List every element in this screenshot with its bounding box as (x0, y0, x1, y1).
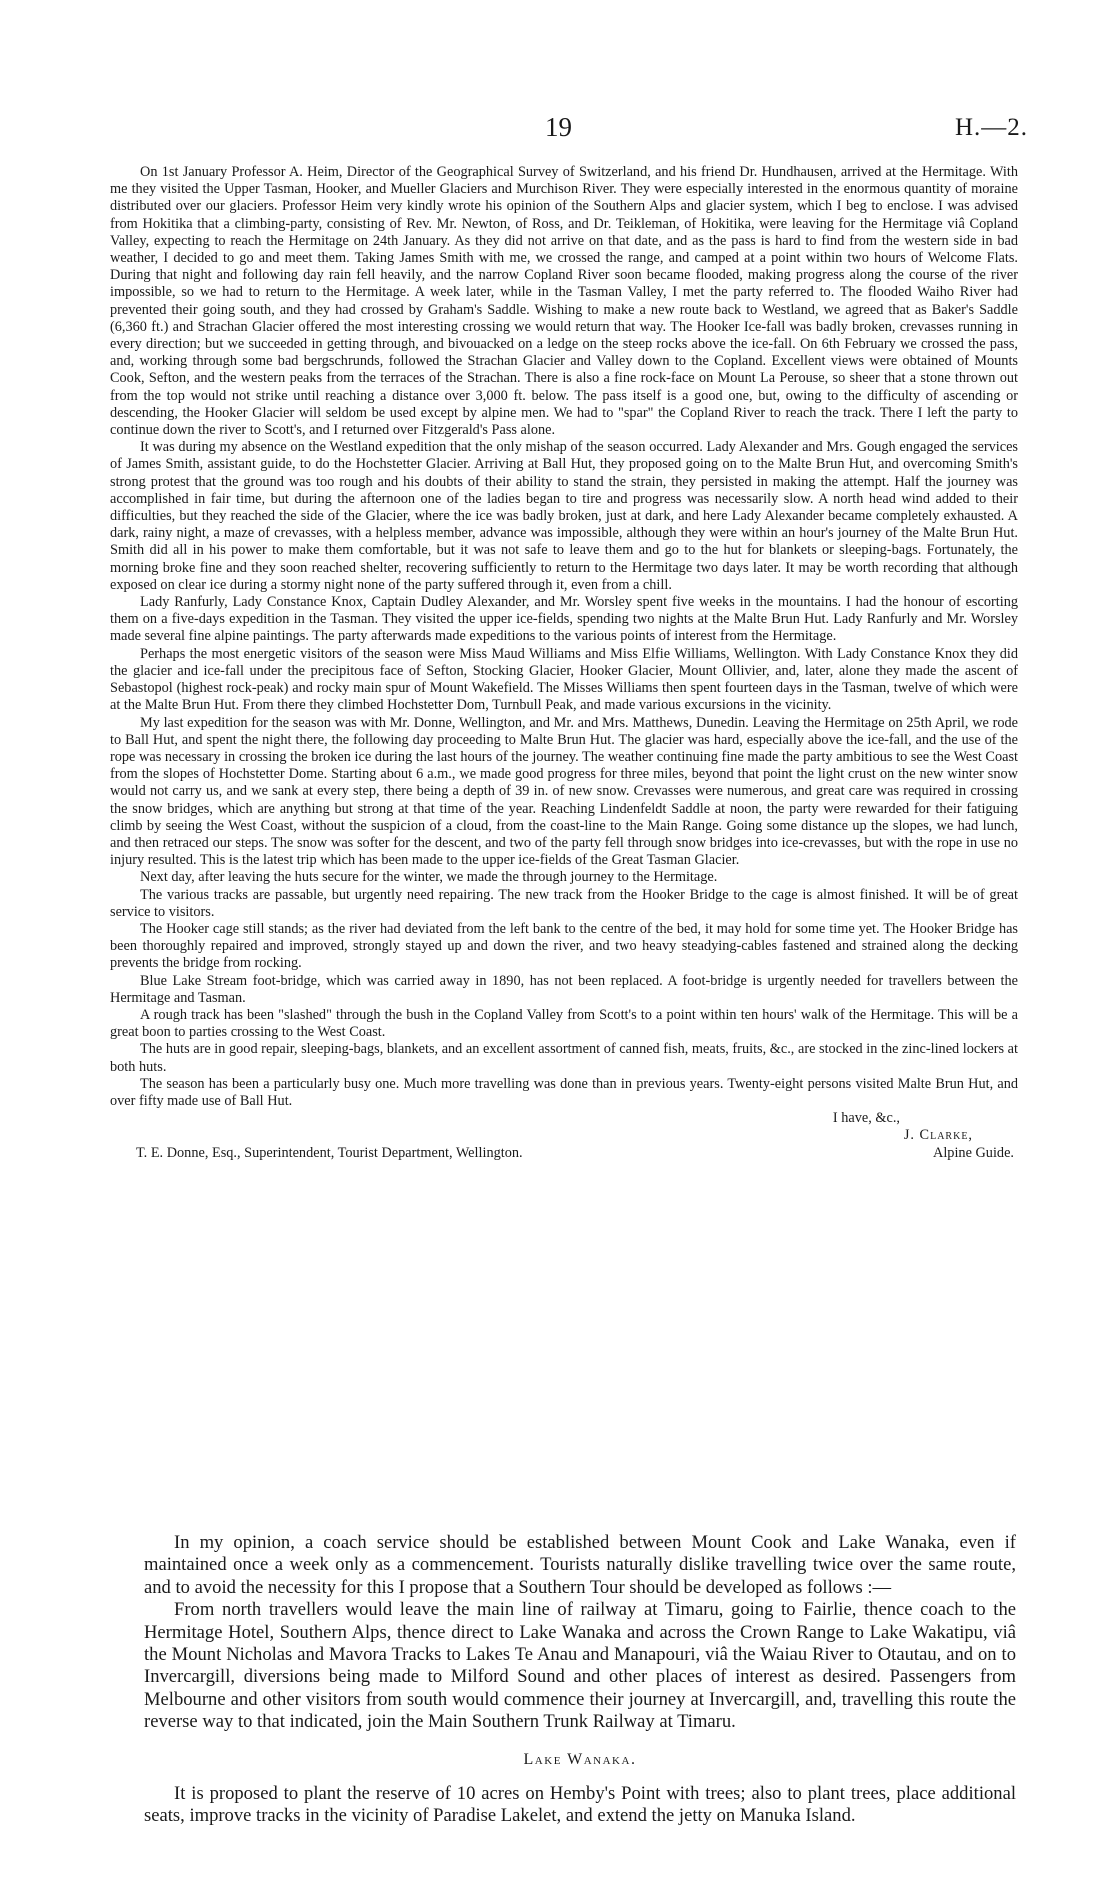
letter-paragraph: The various tracks are passable, but urgently need repairing. The new track from the Hooker Bridge to the cage is almost finished. It will be of great service to visitors. (110, 886, 1018, 920)
letter-paragraph: The Hooker cage still stands; as the river had deviated from the left bank to the centre of the bed, it may hold for some time yet. The Hooker Bridge has been thoroughly repaired and improved, strongly stayed up and down the river, and two heavy steadying-cables fastened and strained along the decking prevents the bridge from rocking. (110, 920, 1018, 972)
signature-name: J. Clarke, (903, 1127, 973, 1144)
letter-paragraph: Lady Ranfurly, Lady Constance Knox, Captain Dudley Alexander, and Mr. Worsley spent five weeks in the mountains. I had the honour of escorting them on a five-days expedition in the Tasman. They visited the upper ice-fields, spending two nights at the Malte Brun Hut. Lady Ranfurly and Mr. Worsley made several fine alpine paintings. The party afterwards made expeditions to the various points of interest from the Hermitage. (110, 594, 1018, 645)
letter-paragraph: On 1st January Professor A. Heim, Director of the Geographical Survey of Switzerland, and his friend Dr. Hundhausen, arrived at the Hermitage. With me they visited the Upper Tasman, Hooker, and Mueller Glaciers and Murchison River. They were especially interested in the enormous quantity of moraine distributed over our glaciers. Professor Heim very kindly wrote his opinion of the Southern Alps and glacier system, which I beg to enclose. I was advised from Hokitika that a climbing-party, consisting of Rev. Mr. Newton, of Ross, and Dr. Teikleman, of Hokitika, were leaving for the Hermitage viâ Copland Valley, expecting to reach the Hermitage on 24th January. As they did not arrive on that date, and as the pass is hard to find from the western side in bad weather, I decided to go and meet them. Taking James Smith with me, we crossed the range, and camped at a point within two hours of Welcome Flats. During that night and following day rain fell heavily, and the narrow Copland River soon became flooded, making progress along the course of the river impossible, so we had to return to the Hermitage. A week later, while in the Tasman Valley, I met the party referred to. The flooded Waiho River had prevented their going south, and they had crossed by Graham's Saddle. Wishing to make a new route back to Westland, we agreed that as Baker's Saddle (6,360 ft.) and Strachan Glacier offered the most interesting crossing we would return that way. The Hooker Ice-fall was badly broken, crevasses running in every direction; but we succeeded in getting through, and bivouacked on a ledge on the steep rocks above the ice-fall. On 6th February we crossed the pass, and, working through some bad bergschrunds, followed the Strachan Glacier and Valley down to the Copland. Excellent views were obtained of Mounts Cook, Sefton, and the western peaks from the terraces of the Strachan. There is also a fine rock-face on Mount La Perouse, so sheer that a stone thrown out from the top would not strike until reaching a distance over 3,000 ft. below. The pass itself is a good one, but, owing to the difficulty of ascending or descending, the Hooker Glacier will seldom be used except by alpine men. We had to "spar" the Copland River to reach the track. There I left the party to continue down the river to Scott's, and I returned over Fitzgerald's Pass alone. (110, 164, 1018, 439)
letter-paragraph: A rough track has been "slashed" through the bush in the Copland Valley from Scott's to a point within ten hours' walk of the Hermitage. This will be a great boon to parties crossing to the West Coast. (110, 1006, 1018, 1041)
section-paragraph: It is proposed to plant the reserve of 10 acres on Hemby's Point with trees; also to plant trees, place additional seats, improve tracks in the vicinity of Paradise Lakelet, and extend the jetty on Manuka Island. (144, 1783, 1016, 1827)
addressee: T. E. Donne, Esq., Superintendent, Tourist Department, Wellington. (136, 1144, 523, 1161)
page-number: 19 (545, 112, 572, 142)
document-reference: H.—2. (954, 114, 1028, 141)
page-header (0, 112, 1114, 148)
signature-title: Alpine Guide. (933, 1144, 1014, 1161)
main-report-body (144, 1532, 1016, 1828)
letter-paragraph: The huts are in good repair, sleeping-bags, blankets, and an excellent assortment of canned fish, meats, fruits, &c., are stocked in the zinc-lined lockers at both huts. (110, 1041, 1018, 1075)
letter-paragraph: Blue Lake Stream foot-bridge, which was carried away in 1890, has not been replaced. A foot-bridge is urgently needed for travellers between the Hermitage and Tasman. (110, 972, 1018, 1006)
letter-paragraph: My last expedition for the season was with Mr. Donne, Wellington, and Mr. and Mrs. Matthews, Dunedin. Leaving the Hermitage on 25th April, we rode to Ball Hut, and spent the night there, the following day proceeding to Malte Brun Hut. The glacier was hard, especially above the ice-fall, and the use of the rope was necessary in crossing the broken ice during the last hours of the journey. The weather continuing fine made the party ambitious to see the West Coast from the slopes of Hochstetter Dome. Starting about 6 a.m., we made good progress for three miles, beyond that point the light crust on the new winter snow would not carry us, and we sank at every step, there being a depth of 39 in. of new snow. Crevasses were numerous, and great care was required in crossing the snow bridges, which are anything but strong at that time of the year. Reaching Lindenfeldt Saddle at noon, the party were rewarded for their fatiguing climb by seeing the West Coast, without the suspicion of a cloud, from the coast-line to the Main Range. Going some distance up the slopes, we had lunch, and then retraced our steps. The snow was softer for the descent, and two of the party fell through snow bridges into ice-crevasses, but with the rope in use no injury resulted. This is the latest trip which has been made to the upper ice-fields of the Great Tasman Glacier. (110, 714, 1018, 869)
body-paragraph: From north travellers would leave the main line of railway at Timaru, going to Fairlie, thence coach to the Hermitage Hotel, Southern Alps, thence direct to Lake Wanaka and across the Crown Range to Lake Wakatipu, viâ the Mount Nicholas and Mavora Tracks to Lakes Te Anau and Manapouri, viâ the Waiau River to Otautau, and on to Invercargill, diversions being made to Milford Sound and other places of interest as desired. Passengers from Melbourne and other visitors from south would commence their journey at Invercargill, and, travelling this route the reverse way to that indicated, join the Main Southern Trunk Railway at Timaru. (144, 1599, 1016, 1733)
section-heading: Lake Wanaka. (523, 1750, 637, 1768)
signature-footer (110, 1145, 1018, 1162)
signature-block (110, 1110, 1018, 1162)
closing-paragraph: The season has been a particularly busy one. Much more travelling was done than in previous years. Twenty-eight persons visited Malte Brun Hut, and over fifty made use of Ball Hut. (110, 1075, 1018, 1109)
letter-paragraph: Next day, after leaving the huts secure for the winter, we made the through journey to the Hermitage. (140, 869, 718, 886)
guide-report-letter (110, 164, 1018, 1162)
body-paragraph: In my opinion, a coach service should be established between Mount Cook and Lake Wanaka, even if maintained once a week only as a commencement. Tourists naturally dislike travelling twice over the same route, and to avoid the necessity for this I propose that a Southern Tour should be developed as follows :— (144, 1532, 1016, 1598)
letter-paragraph: It was during my absence on the Westland expedition that the only mishap of the season occurred. Lady Alexander and Mrs. Gough engaged the services of James Smith, assistant guide, to do the Hochstetter Glacier. Arriving at Ball Hut, they proposed going on to the Malte Brun Hut, and overcoming Smith's strong protest that the ground was too rough and his doubts of their ability to stand the strain, they persisted in making the attempt. Half the journey was accomplished in fair time, but during the afternoon one of the ladies began to tire and progress was necessarily slow. A north head wind added to their difficulties, but they reached the side of the Glacier, where the ice was badly broken, just at dark, and here Lady Alexander became completely exhausted. A dark, rainy night, a maze of crevasses, with a helpless member, advance was impossible, although they were within an hour's journey of the Malte Brun Hut. Smith did all in his power to make them comfortable, but it was not safe to leave them and go to the hut for blankets or sleeping-bags. Fortunately, the morning broke fine and they soon reached shelter, recovering sufficiently to return to the Hermitage two days later. It may be worth recording that although exposed on clear ice during a stormy night none of the party suffered through it, even from a chill. (110, 439, 1018, 593)
salutation: I have, &c., (832, 1110, 900, 1127)
letter-paragraph: Perhaps the most energetic visitors of the season were Miss Maud Williams and Miss Elfie Williams, Wellington. With Lady Constance Knox they did the glacier and ice-fall under the precipitous face of Sefton, Stocking Glacier, Hooker Glacier, Mount Ollivier, and, later, alone they made the ascent of Sebastopol (highest rock-peak) and rocky main spur of Mount Wakefield. The Misses Williams then spent fourteen days in the Tasman, twelve of which were at the Malte Brun Hut. From there they climbed Hochstetter Dom, Turnbull Peak, and made various excursions in the vicinity. (110, 645, 1018, 714)
